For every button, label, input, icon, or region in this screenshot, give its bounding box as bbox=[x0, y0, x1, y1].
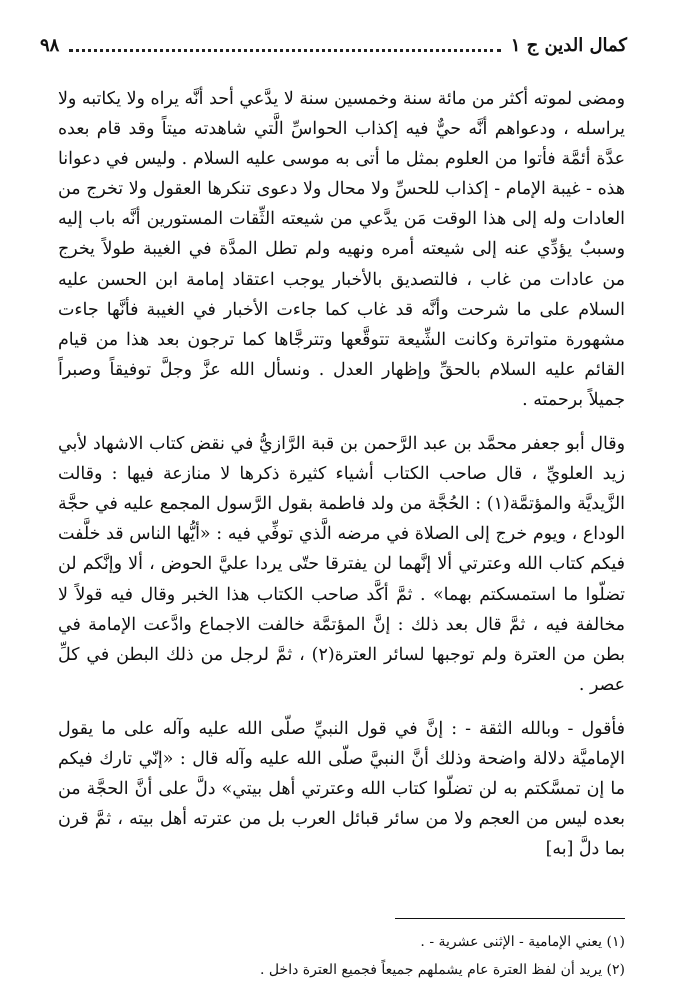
paragraph: وقال أبو جعفر محمَّد بن عبد الرَّحمن بن قبة الرَّازيُّ في نقض كتاب الاشهاد لأبي زيد العلويِّ ، قال صاحب الكتاب أشياء كثيرة ذكرها لا منازعة فيها : وقالت الزَّيديَّة والمؤتمَّة(١) : الحُجَّة من ولد فاطمة بقول الرَّسول المجمع عليه في حجَّة الوداع ، ويوم خرج إلى الصلاة في مرضه الَّذي توفِّي فيه : «أيُّها الناس قد خلَّفت فيكم كتاب الله وعترتي ألا إنَّهما لن يفترقا حتّى يردا عليَّ الحوض ، ألا وإنَّكم لن تضلّوا ما استمسكتم بهما» . ثمَّ أكَّد صاحب الكتاب هذا الخبر وقال فيه قولاً لا مخالفة فيه ، ثمَّ قال بعد ذلك : إنَّ المؤتمَّة خالفت الاجماع وادَّعت الإمامة في بطن من العترة ولم توجبها لسائر العترة(٢) ، ثمَّ لرجل من ذلك البطن في كلِّ عصر . bbox=[58, 434, 625, 695]
footnote: (١) يعني الإمامية - الإثنى عشرية - . bbox=[420, 934, 625, 950]
page-number: ٩٨ bbox=[40, 34, 60, 56]
paragraph: فأقول - وبالله الثقة - : إنَّ في قول النبيِّ صلّى الله عليه وآله على ما يقول الإماميَّة دلالة واضحة وذلك أنَّ النبيَّ صلّى الله عليه وآله قال : «إنّي تارك فيكم ما إن تمسَّكتم به لن تضلّوا كتاب الله وعترتي أهل بيتي» دلَّ على أنَّ الحجَّة من بعده ليس من العجم ولا من سائر قبائل العرب بل من عترته أهل بيته ، ثمَّ قرن بما دلَّ [به] bbox=[58, 718, 625, 860]
footnotes bbox=[58, 928, 625, 984]
paragraph: ومضى لموته أكثر من مائة سنة وخمسين سنة لا يدَّعي أحد أنَّه يراه ولا يكاتبه ولا يراسله ، ودعواهم أنَّه حيٌّ فيه إكذاب الحواسِّ الَّتي شاهدته ميتاً وقد قام بعده عدَّة أئمَّة فأتوا من العلوم بمثل ما أتى به موسى عليه السلام . وليس في دعوانا هذه - غيبة الإمام - إكذاب للحسِّ ولا محال ولا دعوى تنكرها العقول ولا تخرج من العادات وله إلى هذا الوقت مَن يدَّعي من شيعته الثِّقات المستورين أنَّه باب إليه وسببٌ يؤدِّي عنه إلى شيعته أمره ونهيه ولم تطل المدَّة في الغيبة طولاً يخرج من عادات من غاب ، فالتصديق بالأخبار يوجب اعتقاد إمامة ابن الحسن عليه السلام على ما شرحت وأنَّه قد غاب كما جاءت الأخبار في الغيبة فأنَّها جاءت مشهورة متواترة وكانت الشِّيعة تتوقَّعها وتترجَّاها كما ترجون بعد هذا من قيام القائم عليه السلام بالحقِّ وإظهار العدل . ونسأل الله عزَّ وجلَّ توفيقاً وصبراً جميلاً برحمته . bbox=[58, 89, 625, 410]
running-header bbox=[40, 30, 627, 60]
footnote-divider bbox=[395, 918, 625, 919]
footnote: (٢) يريد أن لفظ العترة عام يشملهم جميعاً فجميع العترة داخل . bbox=[260, 962, 625, 978]
book-title: كمال الدين ج ١ bbox=[510, 34, 627, 56]
main-text bbox=[58, 84, 625, 864]
leader-dots bbox=[69, 39, 500, 52]
